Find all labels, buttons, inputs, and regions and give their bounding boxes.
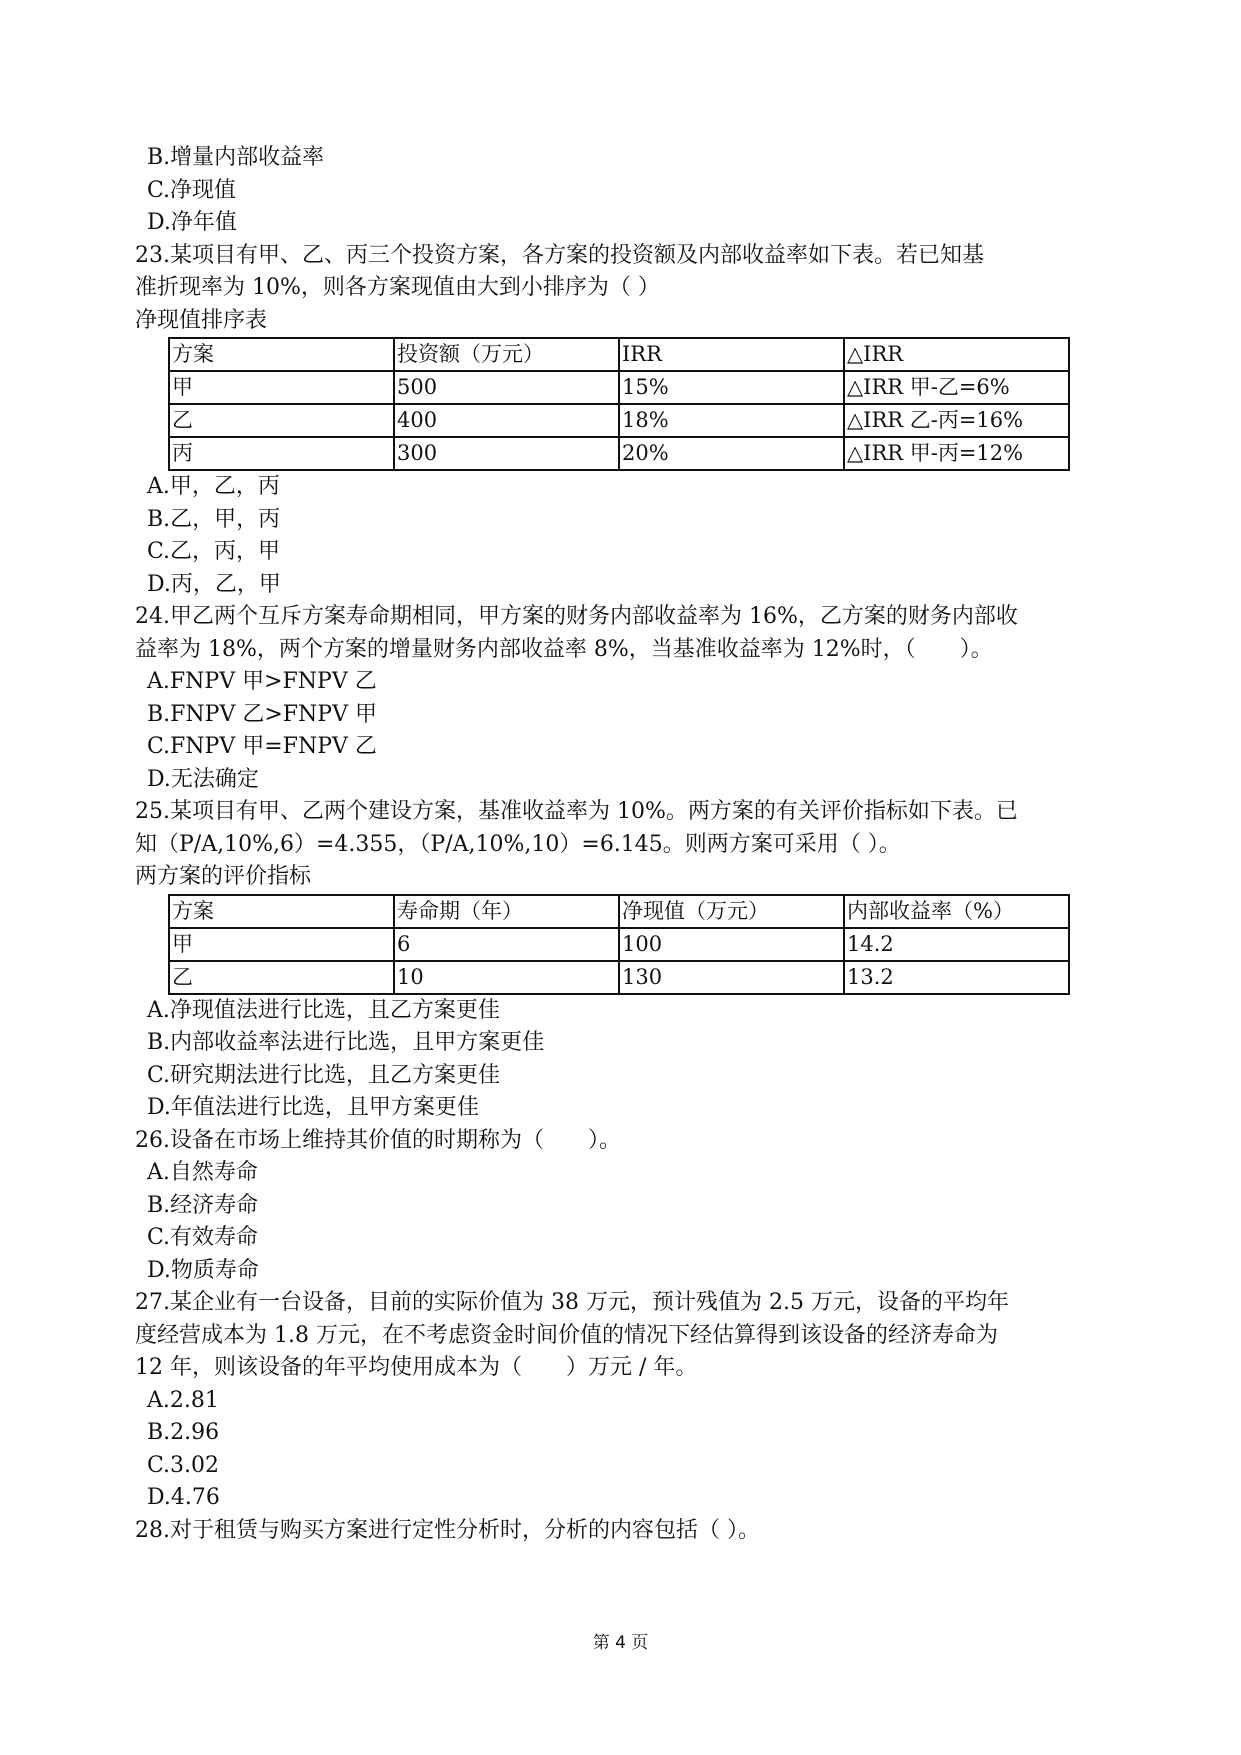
question-26-option-c: C.有效寿命: [147, 1225, 259, 1250]
question-24-stem-line-2: 益率为 18%，两个方案的增量财务内部收益率 8%，当基准收益率为 12%时，（ ）。: [135, 636, 993, 662]
question-26-option-a: A.自然寿命: [147, 1160, 258, 1185]
table-cell: 乙: [169, 961, 394, 994]
table-header-cell: 方案: [169, 895, 394, 928]
table-header-cell: 投资额（万元）: [394, 338, 619, 371]
table-header-cell: IRR: [619, 338, 844, 371]
question-26-option-d: D.物质寿命: [147, 1257, 259, 1283]
question-26-stem: 26.设备在市场上维持其价值的时期称为（ ）。: [135, 1127, 621, 1153]
table-row: [169, 961, 1069, 994]
table-cell: 丙: [169, 437, 394, 470]
table-cell: 6: [394, 928, 619, 961]
question-25-option-d: D.年值法进行比选，且甲方案更佳: [147, 1095, 479, 1120]
table-cell: 甲: [169, 371, 394, 404]
question-27-stem-line-2: 度经营成本为 1.8 万元，在不考虑资金时间价值的情况下经估算得到该设备的经济寿命为: [135, 1322, 998, 1348]
question-27-option-b: B.2.96: [147, 1420, 220, 1445]
table-title: 净现值排序表: [135, 307, 268, 333]
question-23-stem-line-1: 23.某项目有甲、乙、丙三个投资方案，各方案的投资额及内部收益率如下表。若已知基: [135, 242, 984, 268]
question-25-stem-line-1: 25.某项目有甲、乙两个建设方案，基准收益率为 10%。两方案的有关评价指标如下表。已: [135, 799, 1018, 824]
table-cell: 130: [619, 961, 844, 994]
table-header-cell: 内部收益率（%）: [844, 895, 1069, 928]
option-d: D.净年值: [147, 210, 237, 235]
evaluation-index-table: [168, 894, 1070, 995]
table-cell: 300: [394, 437, 619, 470]
table-cell: △IRR 甲-乙=6%: [844, 371, 1069, 404]
table-row: [169, 928, 1069, 961]
table-cell: △IRR 乙-丙=16%: [844, 404, 1069, 437]
question-23-option-c: C.乙，丙，甲: [147, 539, 281, 564]
table-cell: 10: [394, 961, 619, 994]
question-23-option-d: D.丙，乙，甲: [147, 571, 281, 597]
question-24-option-c: C.FNPV 甲=FNPV 乙: [147, 734, 377, 759]
table-cell: 15%: [619, 371, 844, 404]
option-b: B.增量内部收益率: [147, 145, 325, 170]
npv-ranking-table: [168, 337, 1070, 471]
table-cell: 14.2: [844, 928, 1069, 961]
table-cell: 100: [619, 928, 844, 961]
question-27-option-c: C.3.02: [147, 1452, 220, 1478]
table-cell: 400: [394, 404, 619, 437]
question-24-option-d: D.无法确定: [147, 766, 259, 792]
table-header-cell: 寿命期（年）: [394, 895, 619, 928]
question-24-option-a: A.FNPV 甲>FNPV 乙: [147, 669, 377, 694]
question-23-stem-line-2: 准折现率为 10%，则各方案现值由大到小排序为（ ）: [135, 275, 660, 300]
question-25-option-c: C.研究期法进行比选，且乙方案更佳: [147, 1062, 501, 1088]
table-cell: 18%: [619, 404, 844, 437]
table-row: [169, 371, 1069, 404]
table-cell: 500: [394, 371, 619, 404]
table-cell: 甲: [169, 928, 394, 961]
page-content: [135, 142, 1115, 1547]
question-27-option-a: A.2.81: [147, 1387, 219, 1413]
table-header-cell: 方案: [169, 338, 394, 371]
table-header-row: [169, 338, 1069, 371]
table-cell: 13.2: [844, 961, 1069, 994]
question-24-option-b: B.FNPV 乙>FNPV 甲: [147, 701, 377, 727]
table-header-cell: 净现值（万元）: [619, 895, 844, 928]
table-cell: 20%: [619, 437, 844, 470]
question-28-stem: 28.对于租赁与购买方案进行定性分析时，分析的内容包括（ ）。: [135, 1517, 760, 1543]
question-24-stem-line-1: 24.甲乙两个互斥方案寿命期相同，甲方案的财务内部收益率为 16%，乙方案的财务内部收: [135, 604, 1018, 629]
question-27-stem-line-1: 27.某企业有一台设备，目前的实际价值为 38 万元，预计残值为 2.5 万元，设备的平均年: [135, 1290, 1009, 1315]
question-25-option-b: B.内部收益率法进行比选，且甲方案更佳: [147, 1030, 545, 1055]
question-25-option-a: A.净现值法进行比选，且乙方案更佳: [147, 997, 500, 1023]
question-27-option-d: D.4.76: [147, 1485, 220, 1510]
table-title: 两方案的评价指标: [135, 864, 312, 889]
page-number: 第 4 页: [592, 1633, 649, 1653]
table-header-cell: △IRR: [844, 338, 1069, 371]
question-23-option-a: A.甲，乙，丙: [147, 474, 280, 499]
table-row: [169, 404, 1069, 437]
question-23-option-b: B.乙，甲，丙: [147, 506, 281, 532]
table-header-row: [169, 895, 1069, 928]
question-27-stem-line-3: 12 年，则该设备的年平均使用成本为（ ）万元 / 年。: [135, 1355, 698, 1380]
table-row: [169, 437, 1069, 470]
question-25-stem-line-2: 知（P/A,10%,6）=4.355，（P/A,10%,10）=6.145。则两方案可采用（ ）。: [135, 831, 901, 857]
table-cell: 乙: [169, 404, 394, 437]
table-cell: △IRR 甲-丙=12%: [844, 437, 1069, 470]
option-c: C.净现值: [147, 177, 237, 203]
question-26-option-b: B.经济寿命: [147, 1192, 259, 1218]
